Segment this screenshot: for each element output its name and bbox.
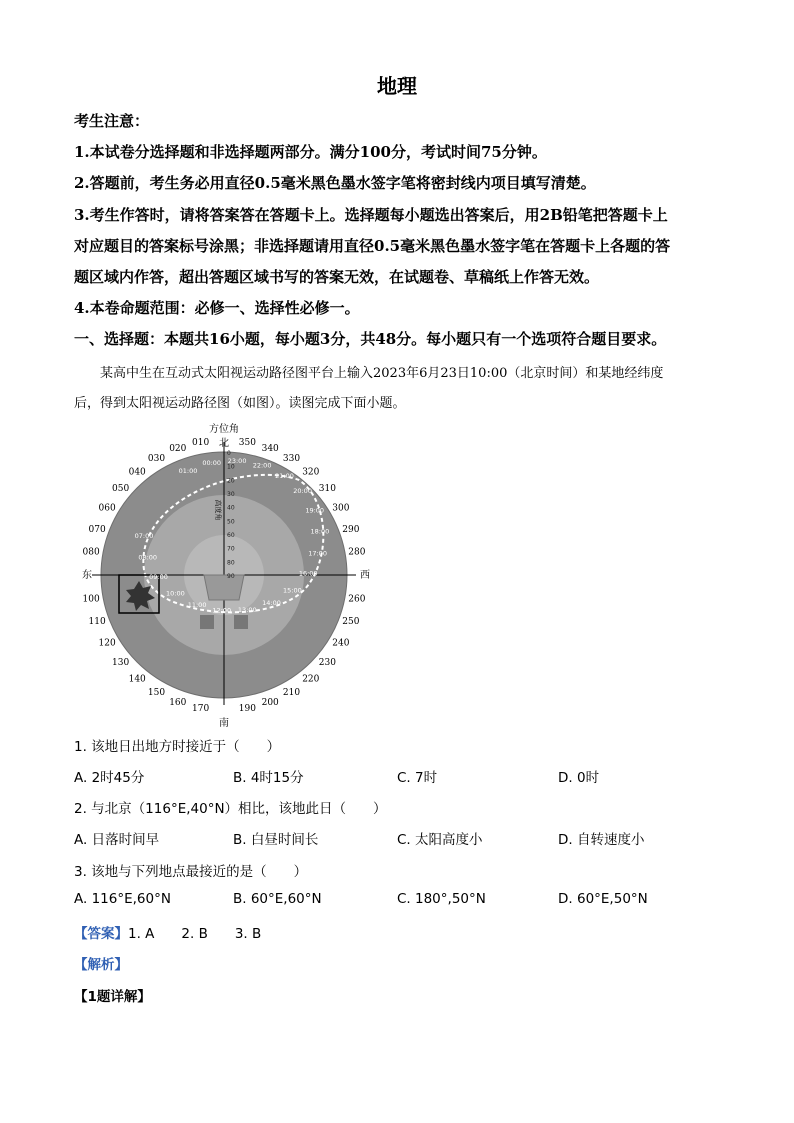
azimuth-label: 240 [332,638,350,649]
azimuth-label: 280 [348,547,366,558]
azimuth-label: 250 [342,617,360,628]
altitude-tick-label: 60 [227,532,235,539]
time-label: 12:00 [212,606,232,615]
altitude-title: 高度角 [214,499,222,521]
time-label: 19:00 [305,506,325,515]
azimuth-label: 220 [302,674,320,685]
notice-item-2: 2.答题前，考生务必用直径0.5毫米黑色墨水签字笔将密封线内项目填写清楚。 [74,174,596,192]
azimuth-label: 120 [98,638,116,649]
altitude-tick-label: 0 [227,450,231,457]
question-2-option-c: C. 太阳高度小 [397,832,483,848]
azimuth-label: 150 [147,687,166,698]
azimuth-label: 060 [98,503,116,514]
azimuth-label: 030 [147,454,166,465]
time-label: 20:00 [293,487,312,496]
time-label: 09:00 [149,573,168,582]
azimuth-label: 130 [112,657,130,668]
east-label: 东 [82,570,92,581]
west-label: 西 [360,570,370,581]
time-label: 13:00 [237,605,257,614]
azimuth-label: 160 [169,697,187,708]
altitude-tick-label: 80 [227,559,235,567]
azimuth-label: 110 [88,617,106,628]
north-label: 北 [219,438,229,449]
altitude-tick-label: 50 [227,518,235,526]
azimuth-label: 310 [318,484,336,495]
notice-item-1: 1.本试卷分选择题和非选择题两部分。满分100分，考试时间75分钟。 [74,143,547,161]
question-2-option-a: A. 日落时间早 [74,832,160,848]
time-label: 08:00 [138,553,158,562]
question-3-option-c: C. 180°,50°N [397,891,486,907]
building-base-left [200,615,214,629]
azimuth-label: 210 [282,687,301,698]
time-label: 22:00 [252,461,272,470]
notice-item-3: 3.考生作答时，请将答案答在答题卡上。选择题每小题选出答案后，用2B铅笔把答题卡上 [74,206,668,224]
notice-item-4: 4.本卷命题范围：必修一、选择性必修一。 [74,299,360,317]
building-base-right [234,615,248,629]
intro-line-2: 后，得到太阳视运动路径图（如图）。读图完成下面小题。 [74,396,406,411]
time-label: 23:00 [227,457,247,466]
answer-label: 【答案】 [74,926,128,942]
question-3-option-a: A. 116°E,60°N [74,891,171,907]
altitude-tick-label: 40 [227,504,235,512]
time-label: 21:00 [275,471,294,480]
section-heading: 一、选择题：本题共16小题，每小题3分，共48分。每小题只有一个选项符合题目要求。 [74,330,667,348]
sun-path-diagram [74,420,374,730]
notice-item-3-cont2: 题区域内作答，超出答题区域书写的答案无效，在试题卷、草稿纸上作答无效。 [74,268,600,286]
detail-label: 【1题详解】 [74,989,151,1005]
time-label: 16:00 [298,569,318,578]
question-1-stem: 1. 该地日出地方时接近于（ ） [74,739,281,755]
answer-text: 1. A 2. B 3. B [128,926,262,942]
time-label: 11:00 [187,600,207,609]
azimuth-label: 050 [112,484,130,495]
azimuth-label: 080 [82,547,100,558]
time-label: 17:00 [308,549,327,558]
azimuth-label: 040 [128,467,146,478]
azimuth-label: 170 [192,703,210,714]
azimuth-label: 010 [192,438,210,449]
time-label: 18:00 [310,527,330,536]
question-2-option-d: D. 自转速度小 [558,832,645,848]
analysis-label: 【解析】 [74,957,128,973]
altitude-tick-label: 90 [227,573,235,580]
time-label: 00:00 [202,459,222,467]
question-1-option-c: C. 7时 [397,770,438,786]
azimuth-label: 100 [82,594,100,605]
time-label: 01:00 [178,467,198,475]
question-1-option-a: A. 2时45分 [74,770,145,786]
time-label: 15:00 [283,586,302,595]
altitude-tick-label: 20 [227,477,235,485]
azimuth-label: 260 [348,594,366,605]
building-icon [204,575,244,600]
question-3-stem: 3. 该地与下列地点最接近的是（ ） [74,864,308,880]
time-label: 07:00 [134,532,154,540]
azimuth-label: 230 [318,657,336,668]
azimuth-label: 070 [88,524,106,535]
azimuth-label: 190 [238,703,256,714]
azimuth-label: 020 [169,444,187,455]
azimuth-title: 方位角 [209,424,239,435]
question-2-option-b: B. 白昼时间长 [233,832,319,848]
question-2-stem: 2. 与北京（116°E,40°N）相比，该地此日（ ） [74,801,387,817]
altitude-tick-label: 70 [227,545,235,553]
notice-item-3-cont: 对应题目的答案标号涂黑；非选择题请用直径0.5毫米黑色墨水签字笔在答题卡上各题的答 [74,237,671,255]
question-1-option-d: D. 0时 [558,770,600,786]
azimuth-label: 300 [332,503,350,514]
time-label: 14:00 [262,599,281,607]
azimuth-label: 200 [261,697,279,708]
azimuth-label: 340 [261,444,279,455]
question-3-option-d: D. 60°E,50°N [558,891,648,907]
south-label: 南 [219,718,229,729]
altitude-tick-label: 10 [227,463,235,471]
page-title: 地理 [377,74,417,98]
question-1-option-b: B. 4时15分 [233,770,304,786]
notice-heading: 考生注意： [74,112,150,130]
azimuth-label: 330 [282,454,301,465]
azimuth-label: 350 [238,438,256,449]
azimuth-label: 140 [128,674,146,685]
question-3-option-b: B. 60°E,60°N [233,891,322,907]
time-label: 10:00 [166,589,185,598]
answer-line [74,922,261,942]
azimuth-label: 290 [342,524,360,535]
intro-line-1: 某高中生在互动式太阳视运动路径图平台上输入2023年6月23日10:00（北京时间）和某地经纬度 [100,366,664,381]
altitude-tick-label: 30 [227,491,235,498]
azimuth-label: 320 [302,467,320,478]
